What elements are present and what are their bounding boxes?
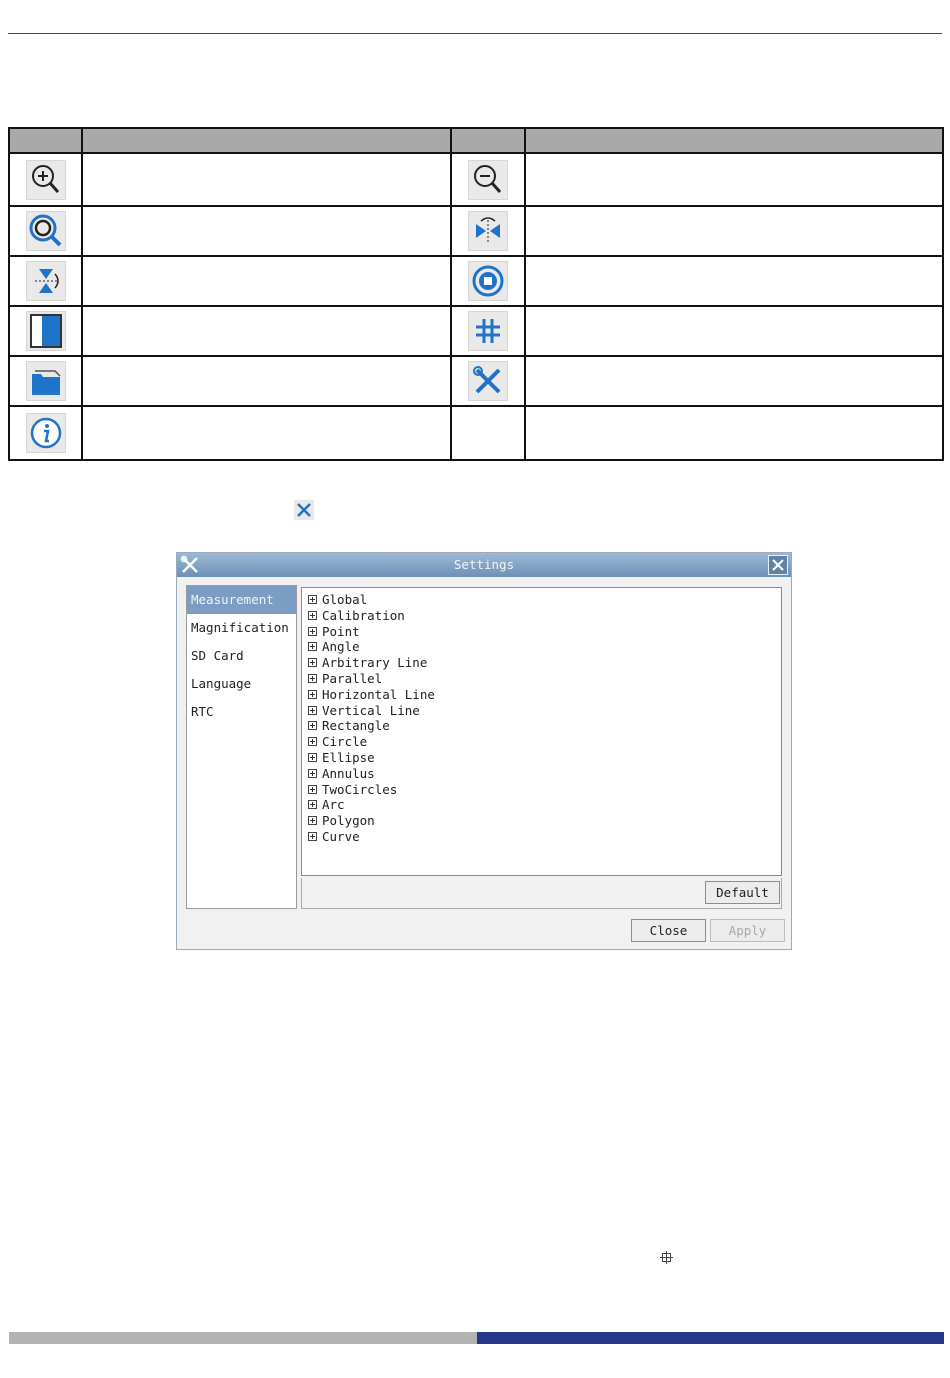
- row-description: [82, 356, 451, 406]
- table-row: [9, 306, 943, 356]
- row-description: [525, 153, 943, 206]
- tree-item[interactable]: Horizontal Line: [308, 687, 781, 703]
- row-description: [525, 206, 943, 256]
- expand-icon[interactable]: [308, 721, 317, 730]
- footer-bar-blue: [477, 1332, 944, 1344]
- flip-vertical-icon: [26, 261, 66, 301]
- top-rule: [8, 33, 942, 34]
- sidebar-item-sd-card[interactable]: SD Card: [191, 648, 244, 663]
- expand-icon[interactable]: [308, 816, 317, 825]
- zoom-in-icon: [26, 160, 66, 200]
- stop-circle-icon: [468, 261, 508, 301]
- settings-tools-icon: [294, 500, 314, 520]
- tree-item[interactable]: Parallel: [308, 671, 781, 687]
- expand-icon[interactable]: [308, 832, 317, 841]
- footer-bar-grey: [9, 1332, 477, 1344]
- row-description: [82, 256, 451, 306]
- close-button[interactable]: Close: [631, 919, 706, 942]
- expand-icon[interactable]: [308, 674, 317, 683]
- row-description: [525, 256, 943, 306]
- sidebar-item-language[interactable]: Language: [191, 676, 252, 691]
- expand-icon[interactable]: [308, 769, 317, 778]
- expand-icon[interactable]: [308, 800, 317, 809]
- dialog-titlebar[interactable]: [177, 553, 791, 577]
- tree-item[interactable]: Arbitrary Line: [308, 655, 781, 671]
- row-description: [82, 153, 451, 206]
- tree-item[interactable]: Angle: [308, 639, 781, 655]
- folder-icon: [26, 361, 66, 401]
- zoom-out-icon: [468, 160, 508, 200]
- row-description: [525, 356, 943, 406]
- expand-icon[interactable]: [308, 627, 317, 636]
- dialog-title: Settings: [453, 557, 515, 572]
- table-row: [9, 356, 943, 406]
- info-icon: [26, 413, 66, 453]
- apply-button[interactable]: Apply: [710, 919, 785, 942]
- table-row: [9, 153, 943, 206]
- row-description: [82, 206, 451, 256]
- tree-item[interactable]: Polygon: [308, 813, 781, 829]
- expand-icon[interactable]: [308, 737, 317, 746]
- tree-item[interactable]: Point: [308, 624, 781, 640]
- row-description: [525, 306, 943, 356]
- tree-item[interactable]: Calibration: [308, 608, 781, 624]
- zoom-fit-icon: [26, 211, 66, 251]
- tree-item[interactable]: Arc: [308, 797, 781, 813]
- close-icon[interactable]: [768, 555, 788, 575]
- tree-item[interactable]: Ellipse: [308, 750, 781, 766]
- measurement-tree: [301, 587, 782, 876]
- icon-table: [8, 127, 944, 461]
- sidebar-item-magnification[interactable]: Magnification: [191, 620, 289, 635]
- expand-icon[interactable]: [308, 690, 317, 699]
- expand-icon[interactable]: [308, 611, 317, 620]
- default-button[interactable]: Default: [705, 881, 780, 904]
- expand-icon[interactable]: [308, 642, 317, 651]
- mirror-horizontal-icon: [468, 211, 508, 251]
- sidebar-item-rtc[interactable]: RTC: [191, 704, 214, 719]
- table-row: [9, 206, 943, 256]
- table-header-row: [9, 128, 943, 153]
- expand-icon[interactable]: [308, 706, 317, 715]
- tree-item[interactable]: Global: [308, 592, 781, 608]
- table-row: [9, 406, 943, 460]
- expand-icon[interactable]: [308, 753, 317, 762]
- settings-tools-icon: [468, 361, 508, 401]
- row-description: [82, 306, 451, 356]
- row-description: [525, 406, 943, 460]
- settings-category-list: [186, 585, 297, 909]
- sidebar-item-measurement[interactable]: Measurement: [187, 586, 296, 614]
- grid-icon: [468, 311, 508, 351]
- half-panel-icon: [26, 311, 66, 351]
- settings-dialog: [176, 552, 792, 950]
- row-description: [82, 406, 451, 460]
- expand-icon[interactable]: [308, 595, 317, 604]
- tree-item[interactable]: Curve: [308, 829, 781, 845]
- expand-icon[interactable]: [308, 658, 317, 667]
- expand-icon[interactable]: [308, 785, 317, 794]
- tree-item[interactable]: TwoCircles: [308, 782, 781, 798]
- expand-icon: [660, 1251, 673, 1264]
- tree-item[interactable]: Rectangle: [308, 718, 781, 734]
- table-row: [9, 256, 943, 306]
- tree-item[interactable]: Vertical Line: [308, 703, 781, 719]
- tree-item[interactable]: Circle: [308, 734, 781, 750]
- tree-item[interactable]: Annulus: [308, 766, 781, 782]
